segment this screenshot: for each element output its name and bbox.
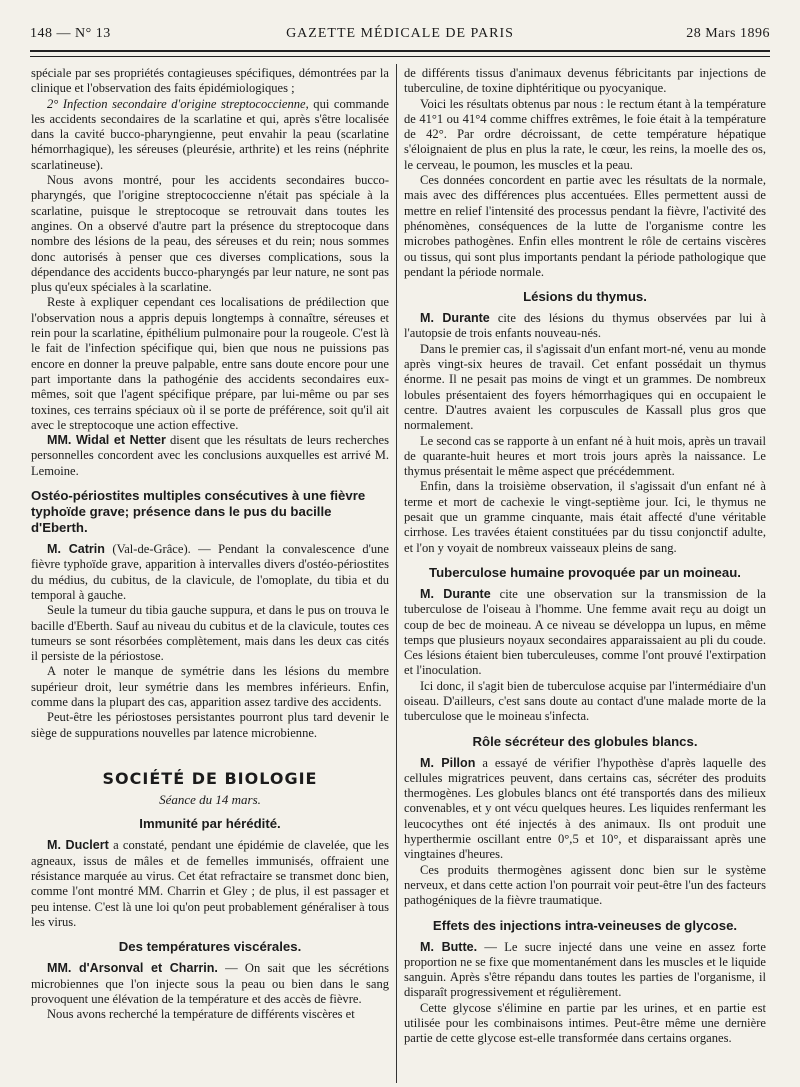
section-title: Lésions du thymus. [523,289,647,305]
section-title: Des températures viscérales. [118,939,302,955]
paragraph: Ces données concordent en partie avec les résultats de la normale, mais avec des différences plus accentuées. Elles permettent aussi de mettre en relief l'intensité des processus pendant la fièvre, l'activité des phénomènes, conséquences de la lutte de l'organisme contre les microbes pathogènes. Enfin elles montrent le rôle de certains viscères ou tissus, qui sont plus importants pendant la période pathologique que pendant la période normale. [404,173,766,279]
paragraph-text: a essayé de vérifier l'hypothèse d'après laquelle des cellules migratrices peuvent, dans certains cas, sécréter des produits thermogènes. Les globules blancs ont été transportés dans des milieux convenables, et y ont vécu quelques heures. Les liquides renfermant les leucocythes ont été injectés à des animaux. Ils ont produit une hyperthermie oscillant entre 0°,5 et 10°, et disparaissant après une vingtaines d'heures. [404,755,766,862]
paragraph-text: cite des lésions du thymus observées par lui à l'autopsie de trois enfants nouveau-nés. [404,311,766,341]
paragraph-text: — On sait que les sécrétions microbiennes que l'on injecte sous la peau ou bien dans le sang provoquent une élévation de la température et des accès de fièvre. [31,961,389,1006]
header-rule-thick [30,50,770,52]
author-name: M. Duclert [47,838,109,853]
paragraph [404,311,766,342]
paragraph [404,940,766,1001]
paragraph: A noter le manque de symétrie dans les lésions du membre supérieur droit, leur symétrie dans les membres inférieurs. Enfin, comme dans la plupart des cas, apparition assez tardive des accidents. [31,664,389,709]
paragraph: Enfin, dans la troisième observation, il s'agissait d'un enfant né à terme et mort de cachexie le vingt-septième jour. Ici, le thymus ne pesait que un gramme cinquante, mais était affecté d'une véritable cirrhose. Les travées étaient constituées par du tissu conjonctif adulte, et l'on y voyait de nombreux vaisseaux pleins de sang. [404,479,766,555]
italic-lead: 2° Infection secondaire d'origine streptococcienne, [47,96,309,111]
paragraph-text: — Le sucre injecté dans une veine en assez forte proportion ne se fixe que momentanément dans les muscles et le liquide sanguin. Après s'être répandu dans toutes les parties de l'organisme, il disparaît progressivement et régulièrement. [404,939,766,1000]
section-title: Effets des injections intra-veineuses de glycose. [432,917,738,933]
paragraph-text: a constaté, pendant une épidémie de clavelée, que les agneaux, issus de mâles et de femelles immunisés, offraient une résistance marquée au virus. Cet état refractaire se transmet donc bien, comme l'ont montré MM. Charrin et Gley ; de plus, il est passager et peu intense. C'est là une loi qu'on peut probablement généraliser à tous les virus. [31,838,389,929]
paragraph: Peut-être les périostoses persistantes pourront plus tard devenir le siège de suppurations nouvelles par latence microbienne. [31,710,389,740]
section-title: Tuberculose humaine provoquée par un moineau. [429,564,741,580]
paragraph-text: (Val-de-Grâce). — Pendant la convalescence d'une fièvre typhoïde grave, apparition à intervalles divers d'ostéo-périostites du médius, du cubitus, de la clavicule, de l'omoplate, du tibia et du temporal à gauche. [31,542,389,602]
paragraph: Dans le premier cas, il s'agissait d'un enfant mort-né, venu au monde après vingt-six heures de travail. Cet enfant possédait un thymus énorme. Il ne pesait pas moins de vingt et un grammes. De nombreux lobules présentaient des foyers hémorrhagiques qui en occupaient le centre. D'autres avaient les corpuscules de Kassall plus gros que normalement. [404,341,766,433]
author-name: M. Durante [420,586,491,601]
right-column [404,66,766,1081]
paragraph-text: qui commande les accidents secondaires de la scarlatine et qui, après s'être localisée dans la cavité bucco-pharyngienne, peut envahir la peau (scarlatine hémorrhagique), les séreuses (pleurésie, arthrite) et les reins (néphrite scarlatineuse). [31,96,389,172]
issue-date: 28 Mars 1896 [686,26,770,41]
paragraph-text: disent que les résultats de leurs recherches personnelles concordent avec les conclusions auxquelles est arrivé M. Lemoine. [31,433,389,478]
paragraph [404,587,766,679]
paragraph [31,433,389,479]
paragraph [404,756,766,863]
paragraph: spéciale par ses propriétés contagieuses spécifiques, démontrées par la clinique et l'observation des faits épidémiologiques ; [31,66,389,96]
page-number: 148 — N° 13 [30,26,111,41]
page-header [30,24,770,46]
paragraph: Seule la tumeur du tibia gauche suppura, et dans le pus on trouva le bacille d'Eberth. Sauf au niveau du cubitus et de la clavicule, toutes ces tumeurs se sont résorbées complètement, mais dans les deux cas cités il persiste de la périostose. [31,603,389,664]
paragraph: Nous avons montré, pour les accidents secondaires bucco-pharyngés, que l'origine streptococcienne n'était pas spéciale à la scarlatine, puisque le streptocoque se retrouvait dans toutes les angines. On a observé d'autre part la présence du streptocoque dans nombre des lésions de la peau, des séreuses et du rein; nous sommes donc autorisés à penser que ces diverses complications, sous la dépendance des accidents bucco-pharyngés par leur nature, ne sont pas plus qu'eux spéciales à la scarlatine. [31,173,389,295]
paragraph [31,838,389,930]
paragraph [31,542,389,603]
paragraph: Reste à expliquer cependant ces localisations de prédilection que l'observation nous a appris depuis longtemps à connaître, séreuses et rein pour la scarlatine, épithélium pulmonaire pour la rougeole. C'est là le fait de l'infection spécifique qui, bien que nous ne puissions pas encore en donner la preuve palpable, entre sans doute encore pour une part importante dans la pathogénie des accidents secondaires eux-mêmes, soit que l'agent spécifique prépare, par lui-même ou par ses toxines, ces terrains spéciaux où il se porte de préférence, soit qu'il ait avec le streptocoque une action effective. [31,295,389,432]
session-date: Séance du 14 mars. [159,792,261,808]
author-name: MM. Widal et Netter [47,433,166,448]
paragraph [31,97,389,173]
paragraph: Ces produits thermogènes agissent donc bien sur le système nerveux, et dans cette action l'on pourrait voir peut-être l'un des facteurs pathogéniques de la fièvre traumatique. [404,862,766,908]
paragraph-text: cite une observation sur la transmission de la tuberculose de l'oiseau à l'homme. Une femme avait reçu au doigt un coup de bec de moineau. A ce niveau se développa un lupus, en même temps que plusieurs noyaux secondaires apparaissaient au pli du coude. Ces lésions étaient bien tuberculeuses, comme l'ont prouvé l'extirpation et l'inoculation. [404,586,766,678]
section-title: Ostéo-périostites multiples consécutives à une fièvre typhoïde grave; présence dans le pus du bacille d'Eberth. [31,488,366,536]
paragraph: Ici donc, il s'agit bien de tuberculose acquise par l'intermédiaire d'un oiseau. D'ailleurs, c'est sans doute au contact d'une malade morte de la tuberculose que le moineau s'infecta. [404,678,766,724]
section-title: Immunité par hérédité. [139,816,281,832]
paragraph: Nous avons recherché la température de différents viscères et [47,1007,355,1022]
author-name: M. Catrin [47,542,105,557]
paragraph: Cette glycose s'élimine en partie par les urines, et en partie est utilisée pour les combinaisons intimes. Peut-être même une dernière partie de cette glycose est-elle transformée dans certains organes. [404,1000,766,1046]
paragraph [31,961,389,1007]
column-divider [396,64,397,1083]
paragraph: de différents tissus d'animaux devenus fébricitants par injections de tuberculine, de toxine diphtéritique ou pyocyanique. [404,66,766,96]
society-heading: SOCIÉTÉ DE BIOLOGIE [102,768,318,788]
section-title: Rôle sécréteur des globules blancs. [472,733,698,749]
author-name: M. Butte. [420,939,478,954]
author-name: M. Durante [420,311,490,326]
header-rule-thin [30,56,770,57]
author-name: MM. d'Arsonval et Charrin. [47,961,218,976]
paragraph: Le second cas se rapporte à un enfant né à huit mois, après un travail de quarante-huit heures et mort trois jours après la naissance. Le thymus présentait le même aspect que précédemment. [404,433,766,479]
paragraph: Voici les résultats obtenus par nous : le rectum étant à la température de 41°1 ou 41°4 comme chiffres extrêmes, le foie était à la température de 42°. Par ordre décroissant, de cette température hépatique s'éloignaient de plus en plus la rate, le cœur, les reins, la moelle des os, le cerveau, le poumon, les muscles et la peau. [404,96,766,172]
left-column [31,66,389,1081]
author-name: M. Pillon [420,755,476,770]
journal-title: GAZETTE MÉDICALE DE PARIS [286,26,514,41]
